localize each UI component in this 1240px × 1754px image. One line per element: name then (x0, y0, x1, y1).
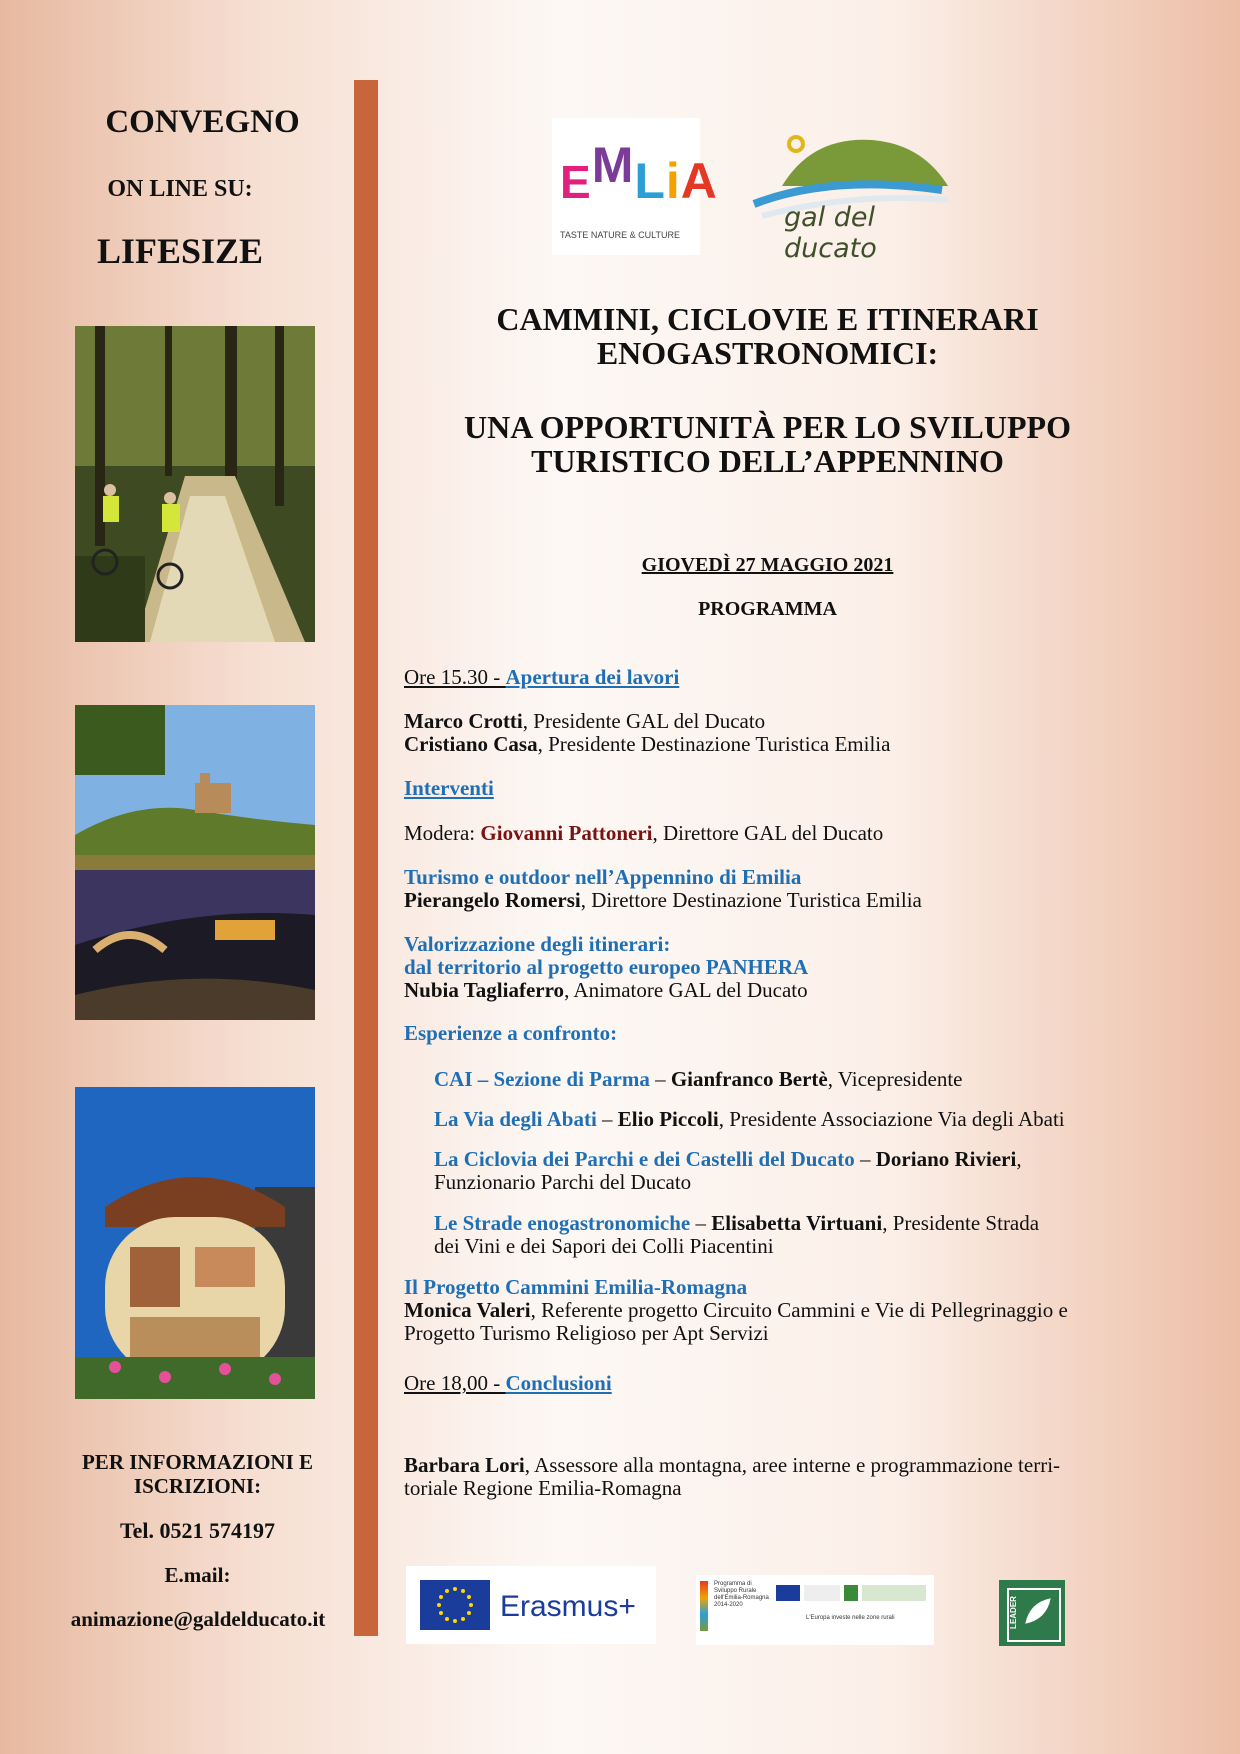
photo-cyclists (75, 326, 315, 642)
subtitle-line1: UNA OPPORTUNITÀ PER LO SVILUPPO (464, 409, 1071, 445)
talk2-title2: dal territorio al progetto europeo PANHERA (404, 955, 809, 979)
phone-number: Tel. 0521 574197 (119, 1518, 276, 1543)
subtitle-line2: TURISTICO DELL’APPENNINO (531, 443, 1004, 479)
info-heading: PER INFORMAZIONI E ISCRIZIONI: (81, 1450, 313, 1498)
experiences-heading: Esperienze a confronto: (404, 1021, 618, 1045)
email-address[interactable]: animazione@galdelducato.it (70, 1607, 326, 1631)
speaker-crotti: Marco Crotti, Presidente GAL del Ducato (404, 709, 766, 733)
divider-bar (354, 80, 378, 1636)
talk2-speaker: Nubia Tagliaferro, Animatore GAL del Ducato (404, 978, 808, 1002)
closing-role: toriale Regione Emilia-Romagna (404, 1476, 682, 1500)
opening-line: Ore 15.30 - Apertura dei lavori (404, 665, 680, 689)
talk3-speaker: Monica Valeri, Referente progetto Circuito Cammini e Vie di Pellegrinaggio e (404, 1298, 1068, 1322)
platform-label: LIFESIZE (96, 231, 264, 271)
title-line2: ENOGASTRONOMICI: (596, 335, 939, 371)
erasmus-logo: Erasmus+ (406, 1566, 656, 1644)
leaf-icon (1021, 1594, 1055, 1628)
eu-flag-icon (420, 1580, 490, 1630)
closing-line: Ore 18,00 - Conclusioni (404, 1371, 612, 1395)
exp4-role: dei Vini e dei Sapori dei Colli Piacentini (434, 1234, 774, 1258)
gal-del-ducato-logo: gal del ducato (752, 128, 962, 248)
closing-link[interactable]: Conclusioni (505, 1371, 612, 1395)
exp3-line: La Ciclovia dei Parchi e dei Castelli del Ducato – Doriano Rivieri, (434, 1147, 1022, 1171)
interventi-link[interactable]: Interventi (404, 776, 494, 800)
talk2-title1: Valorizzazione degli itinerari: (404, 932, 671, 956)
opening-link[interactable]: Apertura dei lavori (505, 665, 680, 689)
title-line1: CAMMINI, CICLOVIE E ITINERARI (496, 301, 1039, 337)
photo-castle-bridge (75, 705, 315, 1020)
email-label: E.mail: (164, 1563, 231, 1587)
online-label: ON LINE SU: (107, 176, 253, 202)
exp4-line: Le Strade enogastronomiche – Elisabetta Virtuani, Presidente Strada (434, 1211, 1040, 1235)
speaker-casa: Cristiano Casa, Presidente Destinazione Turistica Emilia (404, 732, 891, 756)
psr-logo: Programma di Sviluppo Rurale dell'Emilia-Romagna 2014-2020 L'Europa investe nelle zone rurali (696, 1575, 934, 1645)
exp2-line: La Via degli Abati – Elio Piccoli, Presidente Associazione Via degli Abati (434, 1107, 1065, 1131)
event-date: GIOVEDÌ 27 MAGGIO 2021 (641, 554, 894, 576)
talk3-title: Il Progetto Cammini Emilia-Romagna (404, 1275, 748, 1299)
talk1-title: Turismo e outdoor nell’Appennino di Emilia (404, 865, 802, 889)
talk3-role: Progetto Turismo Religioso per Apt Servizi (404, 1321, 769, 1345)
exp1-line: CAI – Sezione di Parma – Gianfranco Bertè, Vicepresidente (434, 1067, 963, 1091)
exp3-role: Funzionario Parchi del Ducato (434, 1170, 692, 1194)
talk1-speaker: Pierangelo Romersi, Direttore Destinazione Turistica Emilia (404, 888, 922, 912)
programma-label: PROGRAMMA (698, 598, 837, 620)
leader-logo: LEADER (999, 1580, 1065, 1646)
convegno-label: CONVEGNO (105, 104, 300, 140)
moderator-line: Modera: Giovanni Pattoneri, Direttore GAL del Ducato (404, 821, 884, 845)
closing-speaker: Barbara Lori, Assessore alla montagna, aree interne e programmazione terri- (404, 1453, 1061, 1477)
emilia-logo: EMLiA TASTE NATURE & CULTURE (552, 118, 700, 255)
photo-signboard (75, 1087, 315, 1399)
